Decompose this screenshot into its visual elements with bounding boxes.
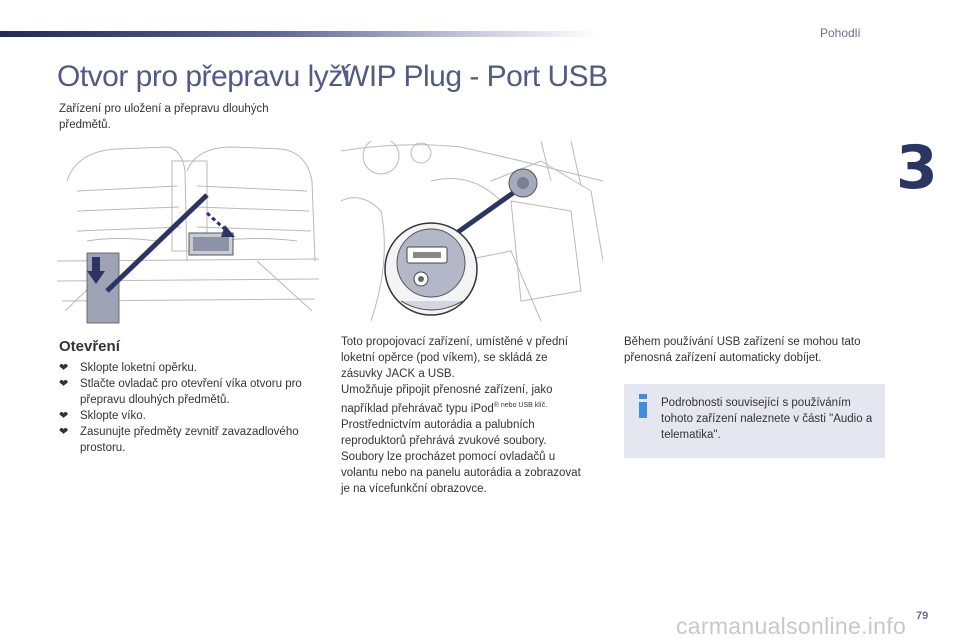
list-item-text: Sklopte loketní opěrku. [80,362,197,374]
chapter-number: 3 [896,133,938,203]
usb-port-illustration [341,141,603,325]
rear-seat-illustration [57,141,319,325]
usb-socket-inner [413,252,441,258]
list-item-text: Stlačte ovladač pro otevření víka otvoru pro přepravu dlouhých předmětů. [80,378,302,406]
description-line: je na vícefunkční obrazovce. [341,482,487,495]
jack-socket-inner [517,177,529,189]
list-item-text: Zasunujte předměty zevnitř zavazadlového prostoru. [80,426,299,454]
list-item [59,424,321,456]
ski-intro: Zařízení pro uložení a přepravu dlouhých předmětů. [59,103,269,131]
charging-note: Během používání USB zařízení se mohou tato přenosná zařízení automaticky dobíjet. [624,336,861,364]
release-panel [87,253,119,323]
description-line: například přehrávač typu iPod [341,402,494,415]
opening-steps-list [59,360,321,456]
list-item [59,376,321,408]
list-item [59,360,321,376]
description-line: Toto propojovací zařízení, umístěné v přední [341,336,568,348]
description-line: reproduktorů přehrává zvukové soubory. [341,434,547,447]
info-box-text: Podrobnosti související s používáním tohoto zařízení naleznete v části "Audio a telematika". [661,397,873,441]
pointer-line-2 [451,193,513,237]
page-number: 79 [916,610,929,622]
list-item [59,408,321,424]
ski-section-title: Otvor pro přepravu lyží [57,60,351,93]
list-item-text: Sklopte víko. [80,410,146,422]
description-line: loketní opěrce (pod víkem), se skládá ze [341,352,548,364]
bullet-icon: ❤ [59,426,69,438]
rear-seat-drawing [57,141,319,325]
wip-description [341,334,606,497]
description-line: volantu nebo na panelu autorádia a zobrazovat [341,466,581,479]
description-line: Soubory lze procházet pomocí ovladačů u [341,450,556,463]
info-icon [638,394,648,418]
description-line: Umožňuje připojit přenosné zařízení, jako [341,384,553,396]
usb-port-drawing [341,141,603,325]
header-gradient-bar [0,31,600,37]
hatch-opening [193,237,229,251]
jack-socket-detail-inner [418,276,424,282]
opening-heading: Otevření [59,338,120,355]
description-line: Prostřednictvím autorádia a palubních [341,418,535,431]
bullet-icon: ❤ [59,410,69,422]
wip-section-title: WIP Plug - Port USB [341,60,608,93]
description-line: zásuvky JACK a USB. [341,368,455,380]
registered-mark: ® nebo USB klíč. [493,402,548,409]
watermark: carmanualsonline.info [676,613,907,639]
section-name: Pohodlí [820,26,861,40]
bullet-icon: ❤ [59,378,69,390]
bullet-icon: ❤ [59,362,69,374]
info-box [624,384,885,458]
